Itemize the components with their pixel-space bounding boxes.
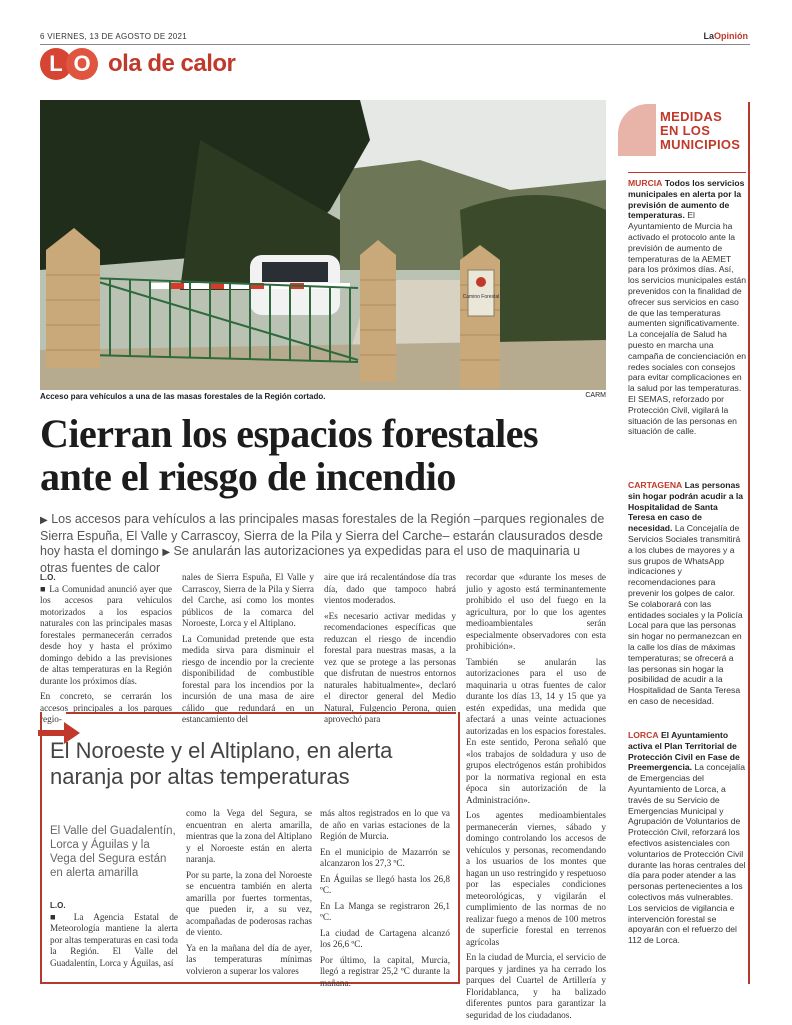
article-byline: L.O. (40, 573, 56, 582)
article-paragraph: En la ciudad de Murcia, el servicio de parques y jardines ya ha cerrado los parques del Cuartel de Artillería y Floridablanca, y ha balizado diferentes puntos para garantizar la seguridad de los ciudadanos. (466, 952, 606, 1020)
article-column-4 (466, 572, 606, 1025)
article-paragraph: La Comunidad pretende que esta medida sirva para disminuir el riesgo de incendio por la creciente disponibilidad de combustible forestal para los incendios por la incursión de una masa de aire cálido que redundará en un estancamiento del (182, 633, 314, 724)
article-paragraph: recordar que «durante los meses de julio y agosto está terminantemente prohibido el uso del fuego en la agricultura, por lo que los agentes medioambientales serán especialmente observadores con esta prohibición». (466, 572, 606, 651)
sidebar-lorca (628, 730, 746, 946)
article-paragraph: En concreto, se cerrarán los accesos principales a los parques regio- (40, 691, 172, 724)
sidebar-cartagena (628, 480, 746, 707)
photo-caption-row (40, 392, 606, 401)
header-rule (40, 44, 750, 45)
sidebox-column-3 (320, 808, 450, 993)
photo-credit: CARM (585, 392, 606, 399)
sidebox-title: El Noroeste y el Altiplano, en alerta naranja por altas temperaturas (50, 738, 393, 789)
photo-illustration (40, 100, 606, 390)
sidebox-column-1 (50, 900, 178, 973)
sidebox-paragraph: En Águilas se llegó hasta los 26,8 ºC. (320, 873, 450, 895)
article-paragraph: ■ La Comunidad anunció ayer que los accesos para vehículos motorizados a los espacios naturales con las principales masas forestales permanecerán cerrados desde hoy y hasta el próximo domingo debido a las previsiones de altas temperaturas en la Región durante los próximos días. (40, 583, 172, 686)
brand-la: La (703, 31, 714, 41)
article-paragraph: También se anularán las autorizaciones para el uso de maquinaria u otras fuentes de calor durante los días 13, 14 y 15 que ya estén expedidas, una medida que afectará a unas veinte actuaciones autorizadas en los espacios forestales. En este sentido, Perona señaló que «los trabajos de soldadura y uso de grupos electrógenos están prohibidos por la normativa regional en esta época sin autorización de la Administración». (466, 656, 606, 805)
sidebox-paragraph: Ya en la mañana del día de ayer, las temperaturas mínimas volvieron a superar los valores (186, 942, 312, 976)
lorca-label: LORCA (628, 730, 659, 740)
sidebox-paragraph: más altos registrados en lo que va de año en varias estaciones de la Región de Murcia. (320, 808, 450, 841)
section-title: ola de calor (108, 50, 236, 77)
sidebox-paragraph: Por su parte, la zona del Noroeste se encuentra también en alerta amarilla por fuertes tormentas, que pueden ir, a su vez, acompañadas de poderosas rachas de viento. (186, 869, 312, 937)
photo-caption: Acceso para vehículos a una de las masas forestales de la Región cortado. (40, 392, 326, 401)
sidebar-rule (628, 172, 746, 173)
lo-logo (40, 48, 98, 80)
sidebox-paragraph: En el municipio de Mazarrón se alcanzaron los 27,3 ºC. (320, 846, 450, 868)
sidebar-murcia (628, 178, 746, 437)
article-headline: Cierran los espacios forestales ante el riesgo de incendio (40, 411, 539, 499)
article-paragraph: Los agentes medioambientales permanecerán viernes, sábado y domingo controlando los accesos de vehículos y personas, recomendando a los usuarios de los montes que hagan un uso restringido y respetuoso por las especiales condiciones meteorológicas, y vigilarán el cumplimiento de las normas de no realizar fuego a menos de 100 metros de superficie forestal en terrenos agrícolas (466, 810, 606, 947)
sidebar-title (660, 110, 744, 152)
murcia-text: El Ayuntamiento de Murcia ha activado el protocolo ante la previsión de aumento de temperaturas de la AEMET para los próximos días. Así, los servicios municipales están prevenidos con la finalidad de ofrecer sus servicios en caso de que las temperaturas aumenten significativamente. La concejalía de Salud ha puesto en marcha una campaña de concienciación en redes sociales con consejos para evitar complicaciones en la salud por las temperaturas. El SEMAS, reforzado por Protección Civil, vigilará la situación de las personas en situación de calle. (628, 210, 747, 437)
section-header (40, 48, 235, 80)
sidebox-paragraph: La ciudad de Cartagena alcanzó los 26,6 ºC. (320, 927, 450, 949)
sidebox-column-2 (186, 808, 312, 981)
murcia-summary: Todos los servicios municipales en alerta por la previsión de aumento de temperaturas. (628, 178, 745, 221)
cartagena-label: CARTAGENA (628, 480, 683, 490)
logo-letter-o: O (66, 48, 98, 80)
article-paragraph: aire que irá recalentándose día tras día, dado que tampoco habrá vientos moderados. (324, 572, 456, 605)
sidebox-paragraph: En La Manga se registraron 26,1 ºC. (320, 900, 450, 922)
sidebox-byline: L.O. (50, 901, 66, 910)
article-paragraph: «Es necesario activar medidas y recomendaciones específicas que reduzcan el riesgo de incendio forestal para nuestras masas, a la vez que se protege a las personas que disfrutan de nuestros entornos naturales habitualmente», declaró el director general del Medio Natural, Fulgencio Perona, quien aprovechó para (324, 610, 456, 724)
lead-text-1: Los accesos para vehículos a las principales masas forestales de la Región –parques regionales de Sierra Espuña, El Valle y Carrascoy, Sierra de la Pila y Sierra del Carche– estarán clausurados desde hoy hasta el domingo (40, 512, 605, 558)
cartagena-text: La Concejalía de Servicios Sociales transmitirá a los clubes de mayores y a sus grupos de WhatsApp indicaciones y recomendaciones para prevenir los golpes de calor. Se colaborará con las entidades sociales y la Policía Local para que las personas sin hogar no permanezcan en la calle los días de máximas temperaturas; se ofrecerá a las personas sin hogar la posibilidad de acudir a la Hospitalidad de Santa Teresa en caso de necesidad. (628, 523, 743, 706)
lead-marker-icon: ▶ (40, 515, 48, 526)
sidebar-title-text: MEDIDAS EN LOS MUNICIPIOS (660, 109, 741, 152)
lead-marker-icon: ▶ (162, 547, 171, 558)
lead-text-2: Se anularán las autorizaciones ya expedidas para el uso de maquinaria u otras fuentes de calor (40, 544, 581, 575)
murcia-label: MURCIA (628, 178, 663, 188)
sidebox-subtitle: El Valle del Guadalentín, Lorca y Águilas y la Vega del Segura están en alerta amarilla (50, 825, 176, 879)
sidebox-paragraph: Por último, la capital, Murcia, llegó a registrar 25,2 ºC durante la mañana. (320, 954, 450, 988)
article-column-1 (40, 572, 172, 730)
page-folio: 6 VIERNES, 13 DE AGOSTO DE 2021 (40, 32, 187, 41)
camino-sign-text: Camino Forestal (462, 294, 500, 300)
article-lead (40, 512, 610, 576)
article-column-3 (324, 572, 456, 730)
cartagena-summary: Las personas sin hogar podrán acudir a la Hospitalidad de Santa Teresa en caso de necesidad. (628, 480, 744, 534)
newspaper-brand (703, 31, 748, 41)
article-column-2 (182, 572, 314, 730)
lorca-text: La concejalía de Emergencias del Ayuntamiento de Lorca, a través de su Servicio de Emergencias Municipal y Agrupación de Voluntarios de Protección Civil, reforzará los efectivos asistenciales con voluntarios de Protección Civil durante las horas centrales del día para poder atender a las personas pertenecientes a los colectivos más vulnerables. Los servicios de vigilancia e intervención forestal se apoyarán con el refuerzo del 112 de Lorca. (628, 762, 746, 946)
article-paragraph: nales de Sierra Espuña, El Valle y Carrascoy, Sierra de la Pila y Sierra del Carche, así como los montes públicos de la comarca del Noroeste, Lorca y el Altiplano. (182, 572, 314, 628)
sidebox-paragraph: como la Vega del Segura, se encuentran en alerta amarilla, mientras que la zona del Altiplano y el Noroeste están en alerta naranja. (186, 808, 312, 864)
forest-gate-photo (40, 100, 606, 390)
sidebox-paragraph: ■ La Agencia Estatal de Meteorología mantiene la alerta por altas temperaturas en casi toda la Región. El Valle del Guadalentín, Lorca y Águilas, así (50, 911, 178, 968)
sidebox-top-rule (66, 712, 456, 714)
brand-opinion: Opinión (714, 31, 748, 41)
lorca-summary: El Ayuntamiento activa el Plan Territorial de Protección Civil en Fase de Preemergencia. (628, 730, 740, 773)
logo-letter-l: L (40, 48, 72, 80)
